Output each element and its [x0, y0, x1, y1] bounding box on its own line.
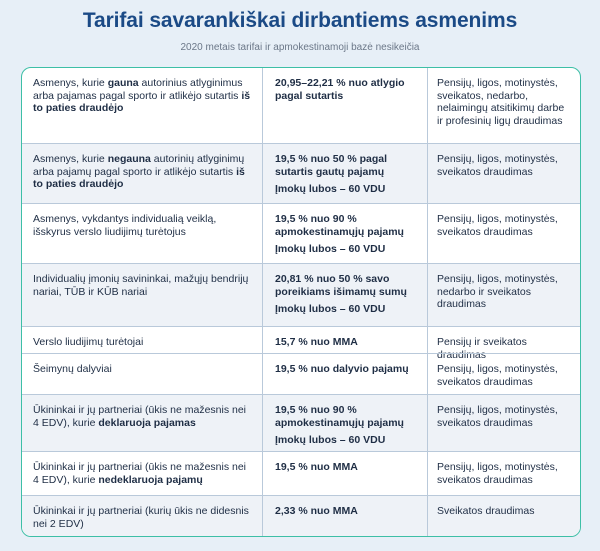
- rate-cell: [262, 68, 427, 143]
- rate-cell: [262, 354, 427, 395]
- table-row: [22, 263, 580, 327]
- insurance-cell: Pensijų, ligos, motinystės, sveikatos draudimas: [427, 354, 580, 395]
- taxpayer-group-emphasis: iš to paties draudėjo: [33, 165, 245, 190]
- taxpayer-group-text: Asmenys, vykdantys individualią veiklą, išskyrus verslo liudijimų turėtojus: [33, 213, 217, 238]
- rate-cell: [262, 395, 427, 452]
- taxpayer-group-text: Individualių įmonių savininkai, mažųjų bendrijų nariai, TŪB ir KŪB nariai: [33, 273, 249, 298]
- taxpayer-group-emphasis: gauna: [107, 77, 139, 89]
- insurance-cell: Pensijų, ligos, motinystės, sveikatos draudimas: [427, 204, 580, 264]
- table-row: [22, 203, 580, 264]
- taxpayer-group-text: autorinius atlyginimus arba pajamas pagal sporto ir atlikėjo sutartis: [33, 77, 243, 102]
- insurance-cell: Pensijų, ligos, motinystės, sveikatos draudimas: [427, 395, 580, 452]
- taxpayer-group-cell: [22, 264, 262, 327]
- contribution-cap: Įmokų lubos – 60 VDU: [275, 303, 386, 315]
- page-subtitle: 2020 metais tarifai ir apmokestinamoji bazė nesikeičia: [180, 42, 420, 53]
- table-row: [22, 394, 580, 452]
- table-row: [22, 326, 580, 361]
- taxpayer-group-emphasis: iš to paties draudėjo: [33, 89, 251, 114]
- rate-text: 19,5 % nuo MMA: [275, 461, 358, 473]
- taxpayer-group-cell: [22, 395, 262, 452]
- rate-text: 15,7 % nuo MMA: [275, 336, 358, 348]
- rate-text: 2,33 % nuo MMA: [275, 505, 358, 517]
- table-row: [22, 451, 580, 496]
- table-row: [22, 68, 580, 143]
- taxpayer-group-cell: [22, 327, 262, 354]
- insurance-cell: Pensijų, ligos, motinystės, sveikatos draudimas: [427, 144, 580, 204]
- tariff-table: [21, 67, 581, 537]
- taxpayer-group-text: Asmenys, kurie: [33, 153, 108, 165]
- taxpayer-group-cell: [22, 144, 262, 204]
- taxpayer-group-emphasis: negauna: [107, 153, 151, 165]
- rate-text: 20,81 % nuo 50 % savo poreikiams išimamų sumų: [275, 273, 407, 298]
- taxpayer-group-emphasis: deklaruoja pajamas: [98, 416, 196, 429]
- rate-text: 19,5 % nuo 90 % apmokestinamųjų pajamų: [275, 213, 404, 238]
- insurance-cell: Pensijų, ligos, motinystės, sveikatos draudimas: [427, 452, 580, 496]
- contribution-cap: Įmokų lubos – 60 VDU: [275, 434, 386, 446]
- table-row: [22, 353, 580, 395]
- rate-cell: [262, 264, 427, 327]
- taxpayer-group-text: Ūkininkai ir jų partneriai (ūkis ne mažesnis nei 4 EDV), kurie: [33, 404, 247, 429]
- insurance-cell: Pensijų, ligos, motinystės, nedarbo ir sveikatos draudimas: [427, 264, 580, 327]
- taxpayer-group-cell: [22, 354, 262, 395]
- insurance-cell: Pensijų ir sveikatos draudimas: [427, 327, 580, 354]
- rate-text: 19,5 % nuo 90 % apmokestinamųjų pajamų: [275, 404, 404, 429]
- taxpayer-group-text: autorinių atlyginimų arba pajamų pagal sporto ir atlikėjo sutartis: [33, 153, 245, 178]
- taxpayer-group-cell: [22, 452, 262, 496]
- page-title: Tarifai savarankiškai dirbantiems asmenims: [82, 9, 518, 32]
- insurance-cell: Sveikatos draudimas: [427, 496, 580, 537]
- taxpayer-group-text: Asmenys, kurie: [33, 77, 108, 89]
- table-row: [22, 143, 580, 204]
- rate-cell: [262, 327, 427, 354]
- rate-cell: [262, 496, 427, 537]
- contribution-cap: Įmokų lubos – 60 VDU: [275, 243, 386, 255]
- insurance-cell: Pensijų, ligos, motinystės, sveikatos, nedarbo, nelaimingų atsitikimų darbe ir profesinių ligų draudimas: [427, 68, 580, 143]
- taxpayer-group-cell: [22, 68, 262, 143]
- taxpayer-group-emphasis: nedeklaruoja pajamų: [98, 473, 203, 486]
- taxpayer-group-text: Šeimynų dalyviai: [33, 363, 112, 375]
- rate-text: 19,5 % nuo dalyvio pajamų: [275, 363, 409, 375]
- taxpayer-group-cell: [22, 496, 262, 537]
- contribution-cap: Įmokų lubos – 60 VDU: [275, 183, 386, 195]
- taxpayer-group-text: Ūkininkai ir jų partneriai (kurių ūkis ne didesnis nei 2 EDV): [33, 505, 249, 530]
- rate-cell: [262, 204, 427, 264]
- taxpayer-group-text: Verslo liudijimų turėtojai: [33, 336, 144, 348]
- taxpayer-group-text: Ūkininkai ir jų partneriai (ūkis ne mažesnis nei 4 EDV), kurie: [33, 461, 247, 486]
- taxpayer-group-cell: [22, 204, 262, 264]
- rate-text: 20,95–22,21 % nuo atlygio pagal sutartis: [275, 77, 405, 102]
- table-row: [22, 495, 580, 537]
- rate-cell: [262, 452, 427, 496]
- rate-cell: [262, 144, 427, 204]
- rate-text: 19,5 % nuo 50 % pagal sutartis gautų pajamų: [275, 153, 388, 178]
